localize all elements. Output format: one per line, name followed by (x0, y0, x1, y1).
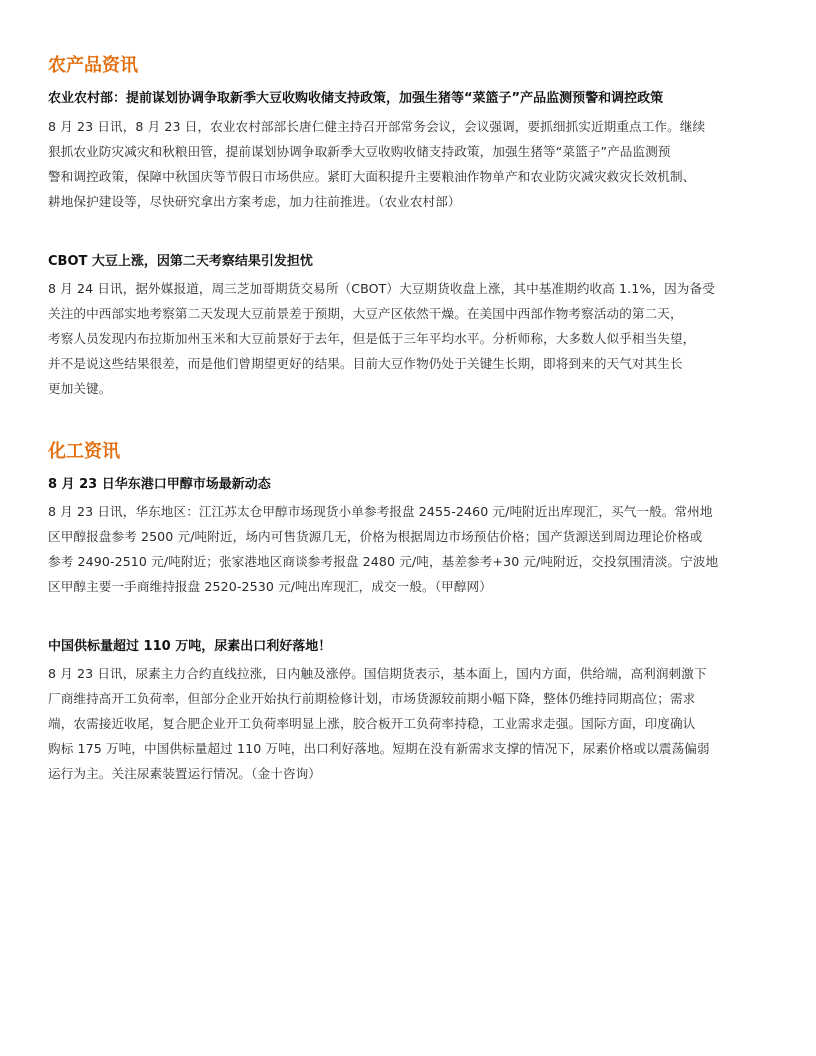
article-line: 8 月 24 日讯，据外媒报道，周三芝加哥期货交易所（CBOT）大豆期货收盘上涨，其中基准期约收高 1.1%，因为备受 (48, 281, 715, 296)
article-line: 8 月 23 日讯，8 月 23 日，农业农村部部长唐仁健主持召开部常务会议，会议强调，要抓细抓实近期重点工作。继续 (48, 119, 706, 134)
article-body (48, 499, 770, 599)
article-line: 购标 175 万吨，中国供标量超过 110 万吨，出口利好落地。短期在没有新需求支撑的情况下，尿素价格或以震荡偏弱 (48, 741, 710, 756)
article-headline: 中国供标量超过 110 万吨，尿素出口利好落地！ (48, 639, 332, 654)
article-line: 运行为主。关注尿素装置运行情况。（金十咨询） (48, 766, 321, 781)
section-title-chemical: 化工资讯 (48, 441, 120, 462)
article-line: 更加关键。 (48, 381, 112, 396)
article-headline: 8 月 23 日华东港口甲醇市场最新动态 (48, 477, 271, 492)
article-body (48, 661, 770, 786)
article-line: 8 月 23 日讯，尿素主力合约直线拉涨，日内触及涨停。国信期货表示，基本面上，国内方面，供给端，高利润刺激下 (48, 666, 707, 681)
article-line: 区甲醇报盘参考 2500 元/吨附近，场内可售货源几无，价格为根据周边市场预估价格；国产货源送到周边理论价格或 (48, 529, 703, 544)
article-line: 区甲醇主要一手商维持报盘 2520-2530 元/吨出库现汇，成交一般。（甲醇网） (48, 579, 492, 594)
article-line: 厂商维持高开工负荷率，但部分企业开始执行前期检修计划，市场货源较前期小幅下降，整体仍维持同期高位；需求 (48, 691, 696, 706)
article-line: 狠抓农业防灾减灾和秋粮田管，提前谋划协调争取新季大豆收购收储支持政策，加强生猪等“菜篮子”产品监测预 (48, 144, 671, 159)
article-line: 考察人员发现内布拉斯加州玉米和大豆前景好于去年，但是低于三年平均水平。分析师称，大多数人似乎相当失望， (48, 331, 696, 346)
article-line: 参考 2490-2510 元/吨附近；张家港地区商谈参考报盘 2480 元/吨，基差参考+30 元/吨附近，交投氛围清淡。宁波地 (48, 554, 719, 569)
article-headline: CBOT 大豆上涨，因第二天考察结果引发担忧 (48, 254, 313, 269)
article-line: 并不是说这些结果很差，而是他们曾期望更好的结果。目前大豆作物仍处于关键生长期，即将到来的天气对其生长 (48, 356, 683, 371)
article-headline: 农业农村部：提前谋划协调争取新季大豆收购收储支持政策，加强生猪等“菜篮子”产品监测预警和调控政策 (48, 91, 664, 106)
article-line: 耕地保护建设等，尽快研究拿出方案考虑，加力往前推进。（农业农村部） (48, 194, 461, 209)
article-body (48, 114, 770, 214)
article-body (48, 276, 770, 401)
article-line: 关注的中西部实地考察第二天发现大豆前景差于预期，大豆产区依然干燥。在美国中西部作物考察活动的第二天， (48, 306, 683, 321)
article-line: 端，农需接近收尾，复合肥企业开工负荷率明显上涨，胶合板开工负荷率持稳，工业需求走强。国际方面，印度确认 (48, 716, 696, 731)
article-line: 警和调控政策，保障中秋国庆等节假日市场供应。紧盯大面积提升主要粮油作物单产和农业防灾减灾救灾长效机制、 (48, 169, 696, 184)
section-title-agriculture: 农产品资讯 (48, 55, 138, 76)
article-line: 8 月 23 日讯，华东地区：江江苏太仓甲醇市场现货小单参考报盘 2455-2460 元/吨附近出库现汇，买气一般。常州地 (48, 504, 713, 519)
